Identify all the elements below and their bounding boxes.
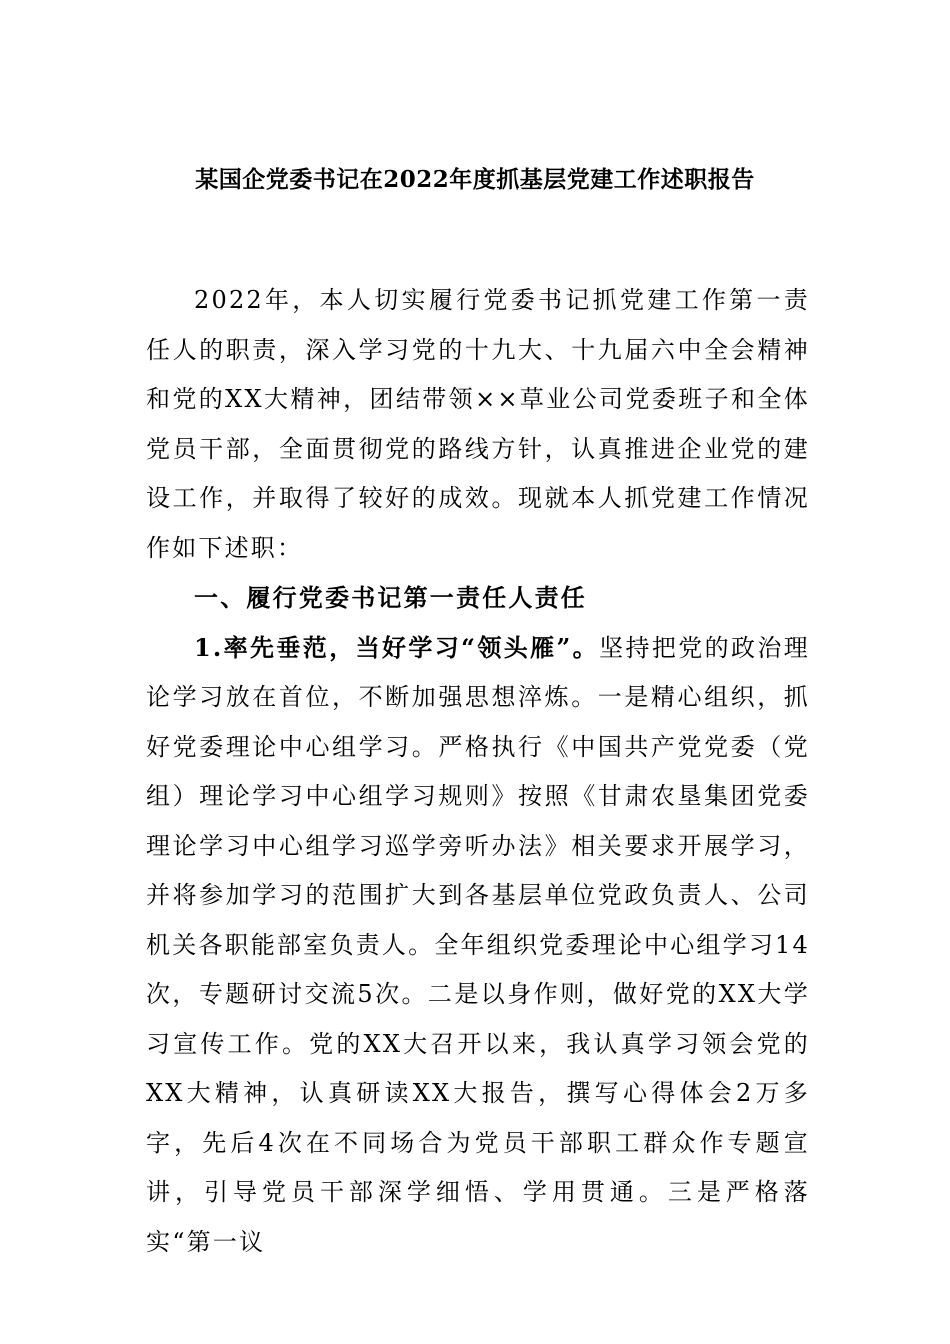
item-body: 坚持把党的政治理论学习放在首位，不断加强思想淬炼。一是精心组织，抓好党委理论中心组学习。严格执行《中国共产党党委（党组）理论学习中心组学习规则》按照《甘肃农垦集团党委理论学习中心组学习巡学旁听办法》相关要求开展学习，并将参加学习的范围扩大到各基层单位党政负责人、公司机关各职能部室负责人。全年组织党委理论中心组学习14次，专题研讨交流5次。二是以身作则，做好党的XX大学习宣传工作。党的XX大召开以来，我认真学习领会党的XX大精神，认真研读XX大报告，撰写心得体会2万多字，先后4次在不同场合为党员干部职工群众作专题宣讲，引导党员干部深学细悟、学用贯通。三是严格落实“第一议 <box>146 633 810 1256</box>
document-body <box>146 276 810 1267</box>
section-heading: 一、履行党委书记第一责任人责任 <box>194 583 587 612</box>
item-paragraph <box>146 623 810 1268</box>
item-lead: 1.率先垂范，当好学习“领头雁”。 <box>194 632 600 662</box>
intro-paragraph: 2022年，本人切实履行党委书记抓党建工作第一责任人的职责，深入学习党的十九大、十九届六中全会精神和党的XX大精神，团结带领××草业公司党委班子和全体党员干部，全面贯彻党的路线方针，认真推进企业党的建设工作，并取得了较好的成效。现就本人抓党建工作情况作如下述职： <box>146 286 810 562</box>
document-title: 某国企党委书记在2022年度抓基层党建工作述职报告 <box>195 166 755 193</box>
